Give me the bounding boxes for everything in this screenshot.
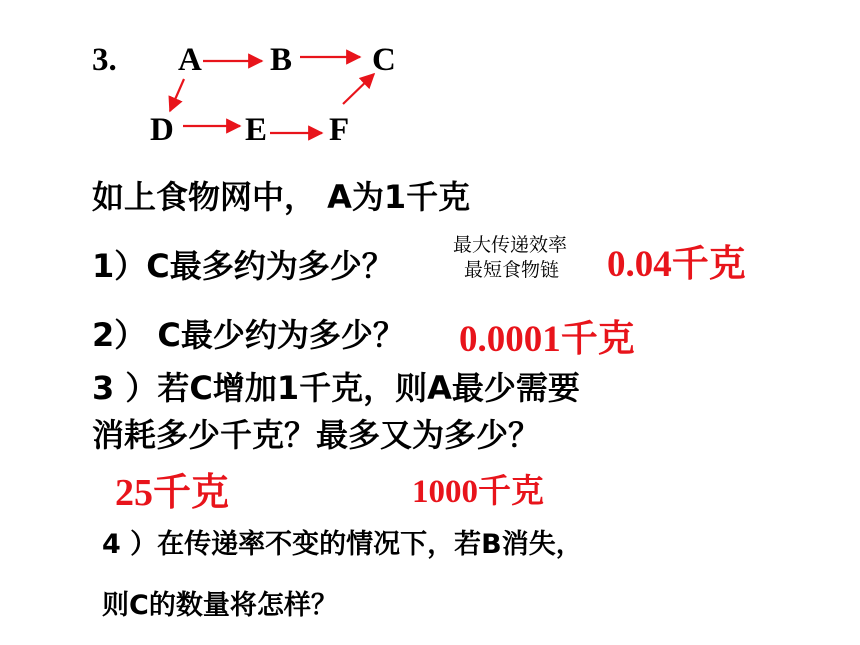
node-f: F	[329, 112, 350, 148]
node-e: E	[245, 112, 268, 148]
question-3-line-2: 消耗多少千克？最多又为多少？	[92, 416, 541, 454]
arrow-a-d	[170, 79, 184, 111]
question-4-line-2: 则C的数量将怎样？	[102, 590, 338, 621]
hint-line-2: 最短食物链	[464, 259, 560, 281]
node-a: A	[178, 42, 202, 78]
answer-1: 0.04千克	[607, 244, 746, 285]
question-3-line-1: 3 ）若C增加1千克，则A最少需要	[92, 369, 580, 407]
node-b: B	[270, 42, 293, 78]
problem-number: 3.	[92, 42, 117, 78]
arrow-f-c	[343, 74, 374, 104]
node-c: C	[372, 42, 396, 78]
question-4-line-1: 4 ）在传递率不变的情况下，若B消失，	[102, 529, 583, 560]
hint-line-1: 最大传递效率	[453, 234, 568, 256]
node-d: D	[150, 112, 174, 148]
answer-2: 0.0001千克	[459, 319, 635, 360]
question-2: 2） C最少约为多少？	[92, 316, 405, 354]
question-1: 1）C最多约为多少？	[92, 247, 394, 285]
intro-text: 如上食物网中， A为1千克	[92, 178, 471, 216]
answer-3-max: 1000千克	[412, 474, 544, 510]
answer-3-min: 25千克	[115, 472, 230, 514]
